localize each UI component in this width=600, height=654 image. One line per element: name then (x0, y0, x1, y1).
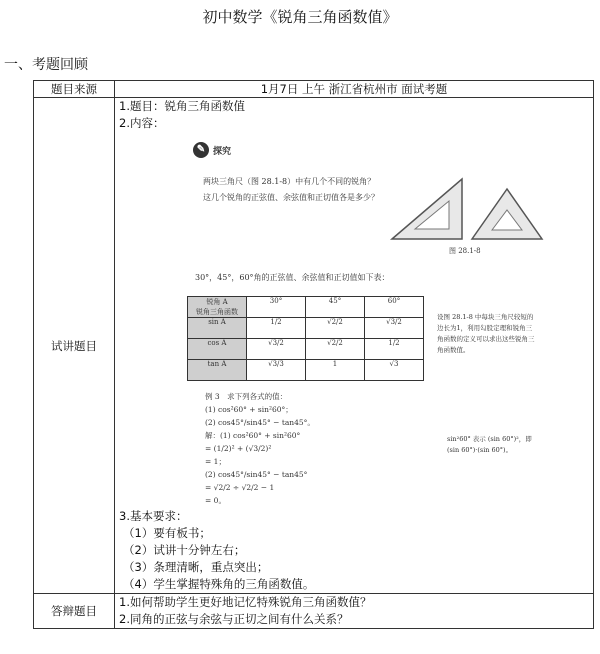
header-cell: 45° (306, 297, 365, 318)
textbook-excerpt (187, 134, 547, 505)
explore-label: 探究 (213, 146, 232, 157)
defense-item: 2.同角的正弦与余弦与正切之间有什么关系？ (119, 612, 349, 626)
defense-content (115, 594, 594, 629)
example-line: 解：(1) cos²60° + sin²60° (205, 431, 301, 440)
example-line: (1) cos²60° + sin²60°； (205, 405, 293, 414)
content-label: 2.内容： (119, 116, 165, 130)
req-item: （2）试讲十分钟左右； (123, 543, 246, 557)
example-line: = (1/2)² + (√3/2)² (205, 444, 272, 453)
row-label: sin A (188, 318, 247, 339)
explore-question: 两块三角尺（图 28.1-8）中有几个不同的锐角？这几个锐角的正弦值、余弦值和正切值各是多少？ (203, 177, 379, 202)
value-cell: √3 (365, 360, 424, 381)
exam-table (33, 80, 594, 629)
value-cell: √3/2 (247, 339, 306, 360)
value-cell: 1/2 (365, 339, 424, 360)
header-cell: 锐角 A 锐角三角函数 (188, 297, 247, 318)
req-item: （1）要有板书； (123, 526, 211, 540)
side-note-2: sin²60° 表示 (sin 60°)²，即 (sin 60°)·(sin 60°)。 (447, 435, 532, 454)
requirements (119, 508, 589, 593)
example-block (205, 390, 315, 507)
explore-icon: ✎ (193, 142, 209, 158)
section-heading: 一、考题回顾 (4, 57, 88, 73)
header-cell: 60° (365, 297, 424, 318)
value-cell: √3/2 (365, 318, 424, 339)
row-label: cos A (188, 339, 247, 360)
source-value: 1月7日 上午 浙江省杭州市 面试考题 (115, 81, 594, 98)
example-line: = 0。 (205, 496, 226, 505)
table-intro: 30°，45°，60°角的正弦值、余弦值和正切值如下表： (195, 273, 390, 282)
explore-tag (193, 142, 231, 158)
example-line: (2) cos45°/sin45° − tan45° (205, 470, 308, 479)
value-cell: √2/2 (306, 339, 365, 360)
value-cell: √3/3 (247, 360, 306, 381)
row-label: tan A (188, 360, 247, 381)
side-note: 设图 28.1-8 中每块三角尺较短的边长为1，利用勾股定理和锐角三角函数的定义可以求出这些锐角三角函数值。 (437, 313, 535, 354)
doc-title: 初中数学《锐角三角函数值》 (202, 8, 398, 26)
value-cell: √2/2 (306, 318, 365, 339)
trial-label: 试讲题目 (34, 98, 115, 594)
example-line: = 1； (205, 457, 226, 466)
source-label: 题目来源 (34, 81, 115, 98)
example-line: = √2/2 ÷ √2/2 − 1 (205, 483, 275, 492)
defense-item: 1.如何帮助学生更好地记忆特殊锐角三角函数值？ (119, 595, 372, 609)
req-item: （3）条理清晰，重点突出； (123, 560, 269, 574)
header-cell: 30° (247, 297, 306, 318)
trial-content (115, 98, 594, 594)
trig-values-table (187, 296, 424, 381)
value-cell: 1/2 (247, 318, 306, 339)
value-cell: 1 (306, 360, 365, 381)
figure-label: 图 28.1-8 (449, 247, 481, 255)
set-squares-figure (387, 164, 547, 244)
req-title: 3.基本要求： (119, 509, 188, 523)
topic-line: 1.题目：锐角三角函数值 (119, 99, 245, 113)
example-line: (2) cos45°/sin45° − tan45°。 (205, 418, 315, 427)
defense-label: 答辩题目 (34, 594, 115, 629)
req-item: （4）学生掌握特殊角的三角函数值。 (123, 577, 315, 591)
example-line: 例 3 求下列各式的值： (205, 392, 288, 401)
